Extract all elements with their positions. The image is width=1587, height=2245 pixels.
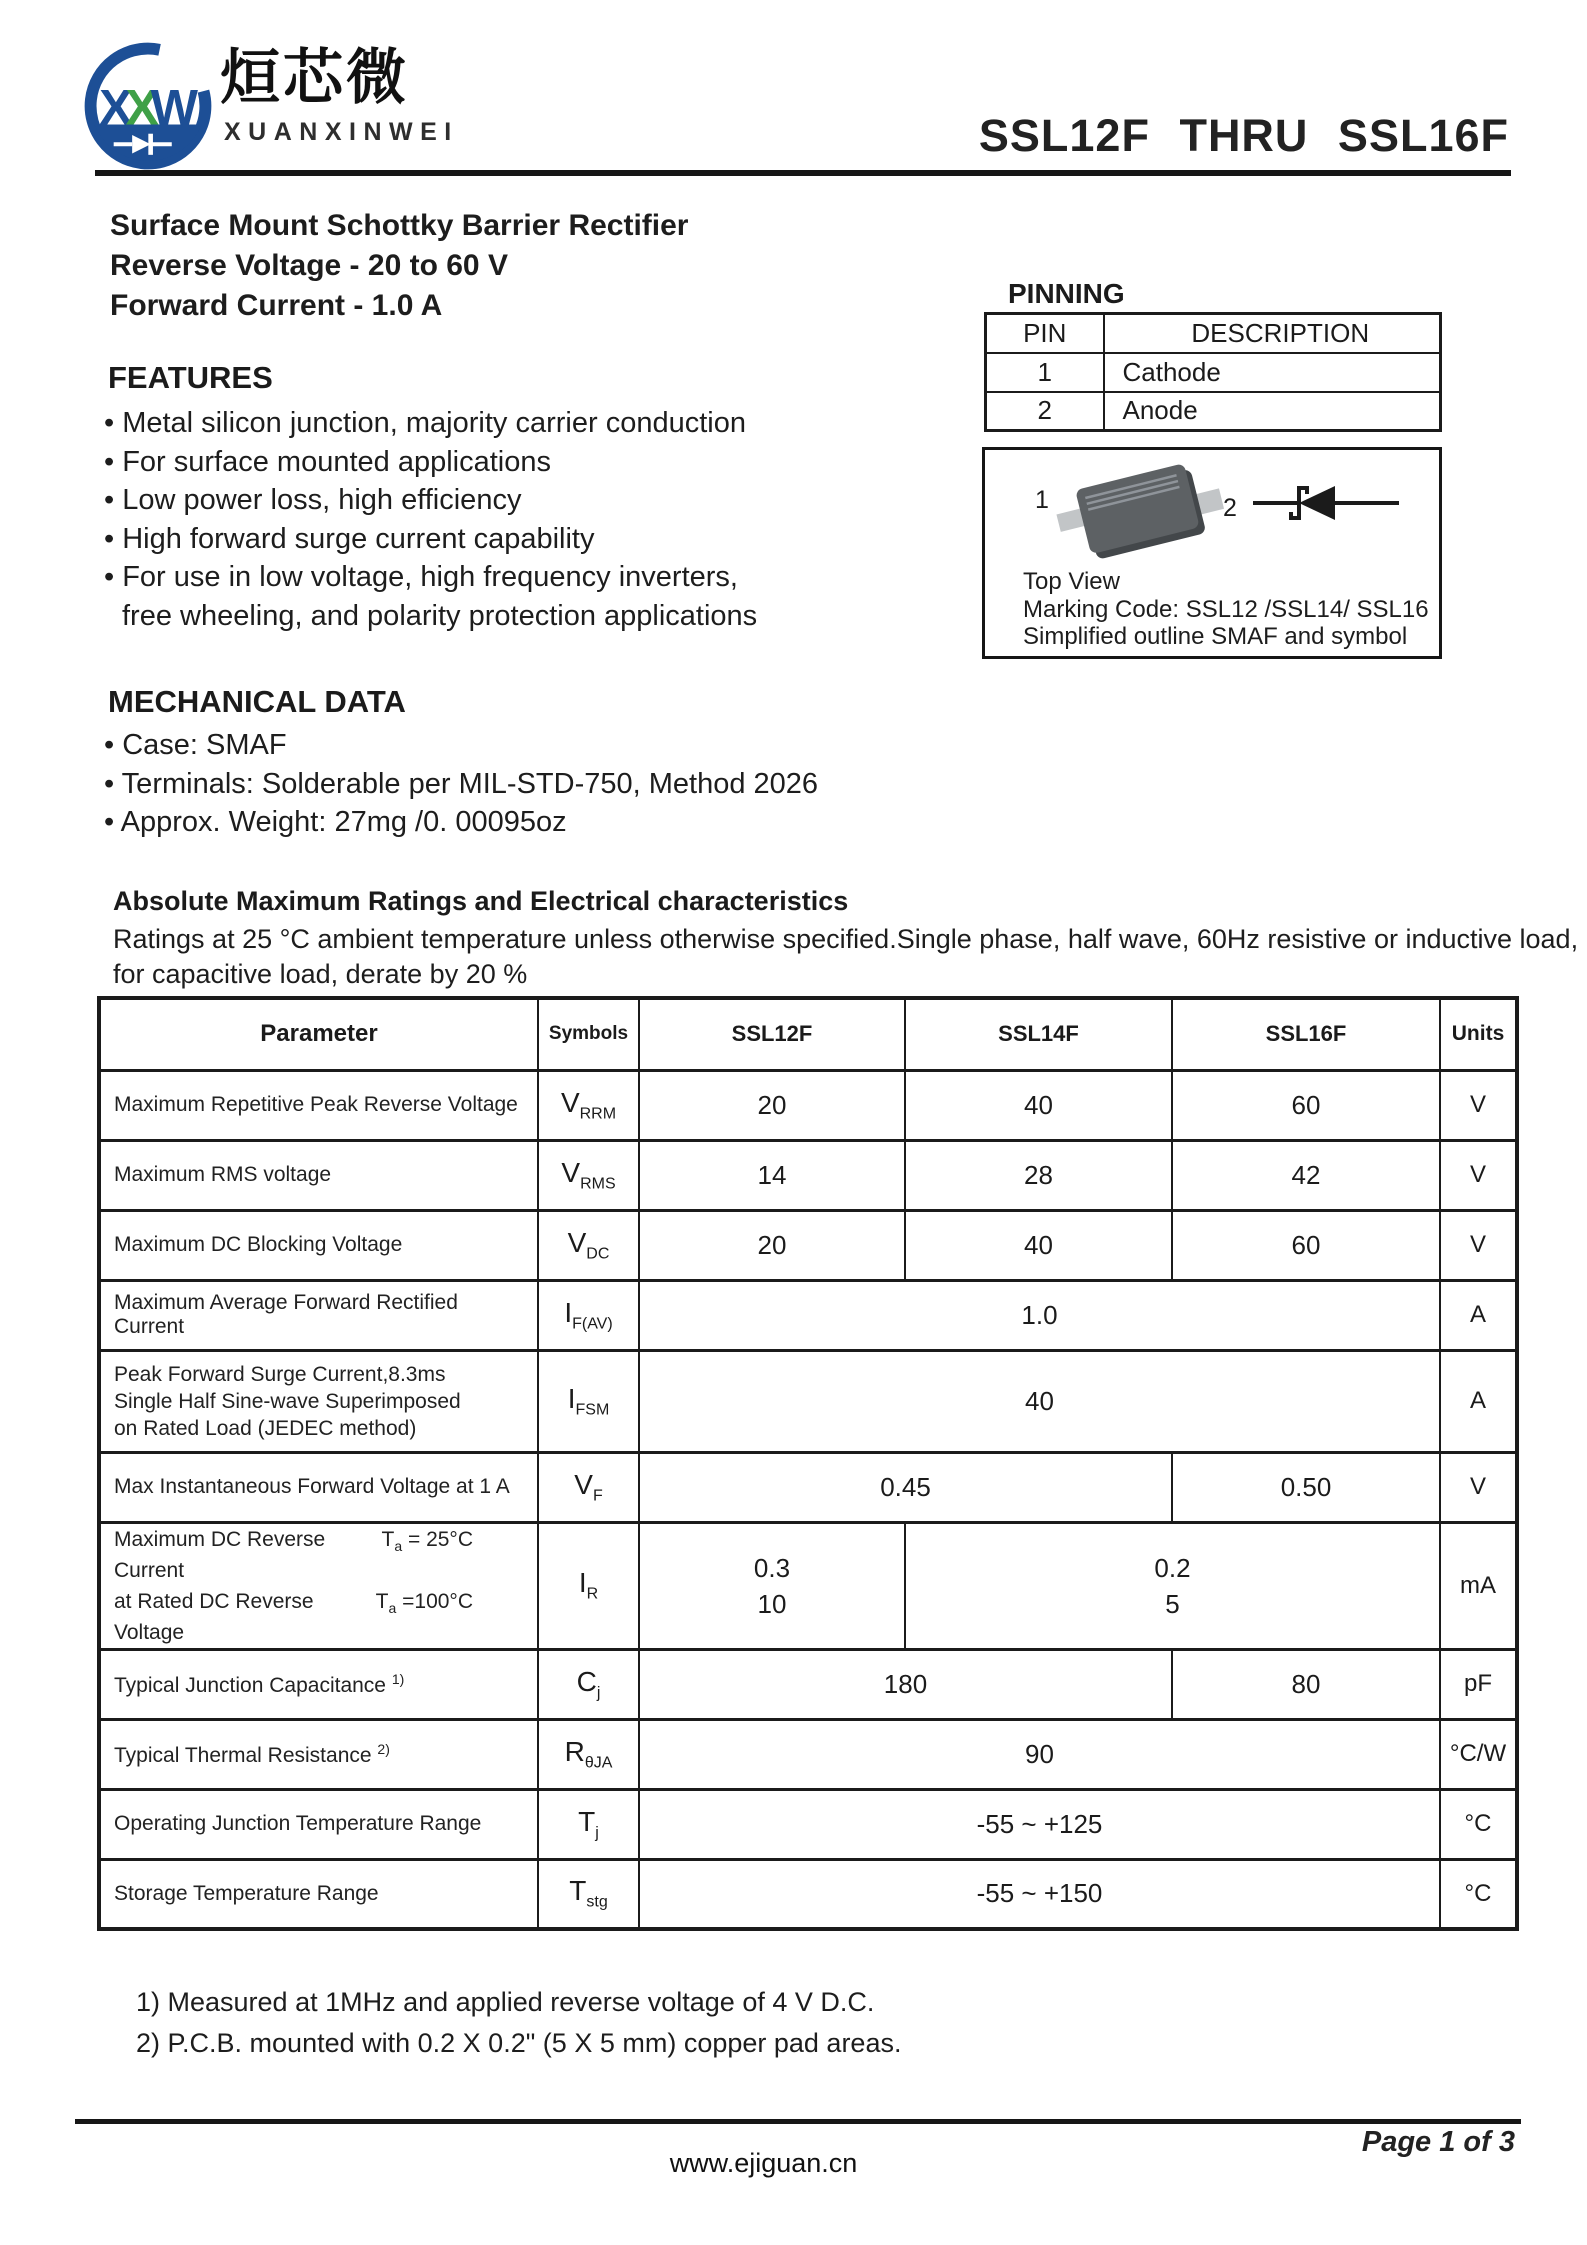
feature-item: • For use in low voltage, high frequency inverters, [104,561,738,593]
package-pin2-label: 2 [1223,494,1237,522]
mechanical-item: • Case: SMAF [104,729,287,761]
header-divider [95,170,1511,176]
ratings-note [113,922,1578,992]
intro-line: Forward Current - 1.0 A [110,289,443,322]
page-number: Page 1 of 3 [1361,2126,1515,2158]
value-cell-span: 0.2 5 [905,1522,1440,1649]
package-pin1-label: 1 [1035,486,1049,514]
mechanical-item: • Approx. Weight: 27mg /0. 00095oz [104,806,567,838]
feature-item: • Metal silicon junction, majority carrier conduction [104,407,746,439]
feature-item: • Low power loss, high efficiency [104,484,522,516]
unit-cell: V [1440,1210,1517,1280]
value-cell-span: 90 [639,1719,1440,1789]
ratings-note-line: Ratings at 25 °C ambient temperature unless otherwise specified.Single phase, half wave, 60Hz resistive or inductive load, [113,924,1579,954]
param-cell: Peak Forward Surge Current,8.3ms Single Half Sine-wave Superimposed on Rated Load (JEDEC method) [99,1350,538,1452]
feature-item: • High forward surge current capability [104,522,595,555]
unit-cell: mA [1440,1522,1517,1649]
mechanical-data-list [104,726,818,842]
header-ssl12f: SSL12F [639,998,905,1070]
table-row [99,1280,1517,1350]
pin-description: Cathode [1104,353,1441,392]
unit-cell: °C/W [1440,1719,1517,1789]
value-cell-span: 0.45 [639,1452,1172,1522]
value-cell: 28 [905,1140,1172,1210]
xxw-logo-icon [82,40,214,172]
footer-divider [75,2119,1521,2124]
pin-number: 1 [986,353,1104,392]
table-row [99,1789,1517,1859]
logo-letter-x2: X [125,79,160,136]
unit-cell: °C [1440,1859,1517,1929]
value-cell: 40 [905,1210,1172,1280]
symbol-cell: $R_{\theta JA}$ [538,1719,639,1789]
ratings-note-line: for capacitive load, derate by 20 % [113,959,528,989]
unit-cell: A [1440,1280,1517,1350]
header-symbols: Symbols [538,998,639,1070]
value-cell: 20 [639,1070,905,1140]
table-row [99,1649,1517,1719]
unit-cell: °C [1440,1789,1517,1859]
page-title: SSL12F THRU SSL16F [978,110,1509,161]
pinning-header-row [986,314,1441,353]
symbol-cell: $I_{F(AV)}$ [538,1280,639,1350]
symbol-cell: $V_{RRM}$ [538,1070,639,1140]
symbol-cell: $V_{DC}$ [538,1210,639,1280]
package-caption-line: Marking Code: SSL12 /SSL14/ SSL16 [1023,595,1429,623]
features-heading: FEATURES [108,360,273,395]
param-cell: Operating Junction Temperature Range [99,1789,538,1859]
value-cell-span: -55 ~ +150 [639,1859,1440,1929]
table-row [99,1452,1517,1522]
logo-letter-x1: X [99,79,133,136]
intro-line: Surface Mount Schottky Barrier Rectifier [110,209,689,242]
pinning-table [984,312,1442,432]
value-cell-span: 40 [639,1350,1440,1452]
param-cell: Maximum DC Blocking Voltage [99,1210,538,1280]
mechanical-data-heading: MECHANICAL DATA [108,684,406,719]
footnotes [136,1982,901,2064]
brand-en-name: XUANXINWEI [224,118,459,146]
param-cell: Typical Junction Capacitance $^{1)}$ [99,1649,538,1719]
value-cell-span: 180 [639,1649,1172,1719]
package-caption-line: Top View [1023,568,1120,595]
pinning-row [986,392,1441,431]
symbol-cell: $I_R$ [538,1522,639,1649]
header-ssl14f: SSL14F [905,998,1172,1070]
symbol-cell: $T_j$ [538,1789,639,1859]
ratings-heading: Absolute Maximum Ratings and Electrical characteristics [113,886,849,916]
pin-number: 2 [986,392,1104,431]
features-list [104,404,757,635]
unit-cell: V [1440,1140,1517,1210]
table-row [99,1859,1517,1929]
feature-item: • For surface mounted applications [104,445,551,478]
symbol-cell: $C_j$ [538,1649,639,1719]
pinning-heading: PINNING [1008,278,1125,309]
value-cell: 20 [639,1210,905,1280]
symbol-cell: $V_{RMS}$ [538,1140,639,1210]
value-cell: 0.50 [1172,1452,1440,1522]
footnote-line: 2) P.C.B. mounted with 0.2 X 0.2" (5 X 5 mm) copper pad areas. [136,2028,902,2058]
value-cell: 42 [1172,1140,1440,1210]
intro-line: Reverse Voltage - 20 to 60 V [110,249,508,282]
value-cell: 60 [1172,1070,1440,1140]
table-row [99,1070,1517,1140]
table-row [99,1140,1517,1210]
brand-cn-name: 烜芯微 [220,44,409,111]
website-url: www.ejiguan.cn [669,2148,858,2178]
header-ssl16f: SSL16F [1172,998,1440,1070]
pin-description: Anode [1104,392,1441,431]
param-cell: Max Instantaneous Forward Voltage at 1 A [99,1452,538,1522]
package-outline-box [982,447,1442,659]
symbol-cell: $T_{stg}$ [538,1859,639,1929]
footnote-line: 1) Measured at 1MHz and applied reverse voltage of 4 V D.C. [136,1987,875,2017]
param-cell: Maximum DC Reverse Current $T_a = 25^\circ C$ at Rated DC Reverse Voltage $T_a =100^\circ C$ [99,1522,538,1649]
value-cell: 40 [905,1070,1172,1140]
intro-block [110,206,688,326]
mechanical-item: • Terminals: Solderable per MIL-STD-750, Method 2026 [104,767,819,800]
unit-cell: V [1440,1070,1517,1140]
param-cell: Maximum RMS voltage [99,1140,538,1210]
logo-letter-w: W [150,79,198,136]
table-row [99,1719,1517,1789]
value-cell: 60 [1172,1210,1440,1280]
header-units: Units [1440,998,1517,1070]
header-parameter: Parameter [99,998,538,1070]
table-row [99,1350,1517,1452]
unit-cell: V [1440,1452,1517,1522]
value-cell: 0.3 10 [639,1522,905,1649]
table-row [99,1210,1517,1280]
unit-cell: A [1440,1350,1517,1452]
symbol-cell: $I_{FSM}$ [538,1350,639,1452]
unit-cell: pF [1440,1649,1517,1719]
param-cell: Maximum Repetitive Peak Reverse Voltage [99,1070,538,1140]
param-cell: Maximum Average Forward Rectified Current [99,1280,538,1350]
schottky-diode-symbol-icon [1251,478,1401,528]
pinning-row [986,353,1441,392]
feature-item-continuation: free wheeling, and polarity protection applications [122,599,758,632]
param-cell: Typical Thermal Resistance $^{2)}$ [99,1719,538,1789]
package-caption-line: Simplified outline SMAF and symbol [1023,623,1408,650]
value-cell-span: -55 ~ +125 [639,1789,1440,1859]
table-row [99,1522,1517,1649]
spec-table [97,996,1519,1931]
value-cell: 14 [639,1140,905,1210]
pin-column-header: PIN [986,314,1104,353]
spec-header-row [99,998,1517,1070]
package-captions [1023,568,1429,651]
description-column-header: DESCRIPTION [1104,314,1441,353]
param-cell: Storage Temperature Range [99,1859,538,1929]
symbol-cell: $V_F$ [538,1452,639,1522]
value-cell: 80 [1172,1649,1440,1719]
value-cell-span: 1.0 [639,1280,1440,1350]
